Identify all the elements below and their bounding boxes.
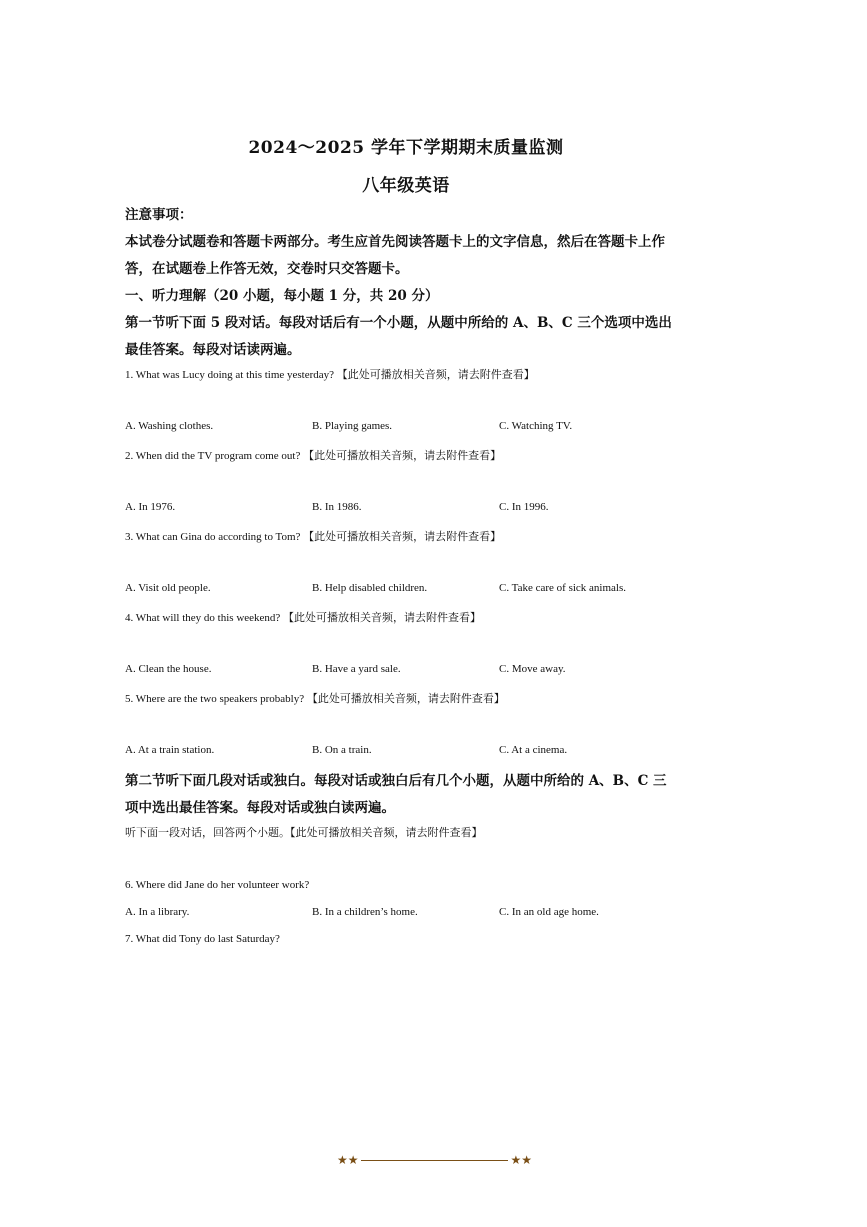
part2-instruction-2: 项中选出最佳答案。每段对话或独白读两遍。	[125, 800, 395, 816]
part1-instruction-1: 第一节听下面 5 段对话。每段对话后有一个小题，从题中所给的 A、B、C 三个选项中选出	[125, 315, 672, 331]
option-c: C. At a cinema.	[499, 744, 568, 756]
part2-instruction-1: 第二节听下面几段对话或独白。每段对话或独白后有几个小题，从题中所给的 A、B、C 三	[125, 773, 667, 789]
question-text: 2. When did the TV program come out? 【此处可播放相关音频，请去附件查看】	[125, 450, 502, 462]
option-a: A. Washing clothes.	[125, 420, 214, 432]
exam-subtitle: 八年级英语	[362, 176, 450, 196]
option-b: B. Help disabled children.	[312, 582, 428, 594]
footer-divider	[361, 1160, 508, 1161]
section1-heading: 一、听力理解（20 小题，每小题 1 分，共 20 分）	[125, 288, 439, 304]
question-text: 7. What did Tony do last Saturday?	[125, 933, 280, 945]
notice-line-2: 答，在试题卷上作答无效，交卷时只交答题卡。	[125, 261, 409, 277]
star-icon: ★★	[510, 1153, 532, 1167]
exam-title: 2024～2025 学年下学期期末质量监测	[248, 138, 564, 158]
footer-ornament	[337, 1151, 532, 1169]
notice-line-1: 本试卷分试题卷和答题卡两部分。考生应首先阅读答题卡上的文字信息，然后在答题卡上作	[125, 234, 665, 250]
question-text: 4. What will they do this weekend? 【此处可播放相关音频，请去附件查看】	[125, 612, 482, 624]
option-b: B. In a children’s home.	[312, 906, 418, 918]
star-icon: ★★	[337, 1153, 359, 1167]
part1-instruction-2: 最佳答案。每段对话读两遍。	[125, 342, 301, 358]
option-c: C. Take care of sick animals.	[499, 582, 627, 594]
notice-heading: 注意事项：	[125, 207, 193, 223]
question-text: 3. What can Gina do according to Tom? 【此处可播放相关音频，请去附件查看】	[125, 531, 502, 543]
option-c: C. Watching TV.	[499, 420, 573, 432]
option-c: C. In an old age home.	[499, 906, 599, 918]
question-text: 1. What was Lucy doing at this time yesterday? 【此处可播放相关音频，请去附件查看】	[125, 369, 535, 381]
option-a: A. Visit old people.	[125, 582, 211, 594]
option-b: B. In 1986.	[312, 501, 362, 513]
question-text: 6. Where did Jane do her volunteer work?	[125, 879, 310, 891]
option-c: C. In 1996.	[499, 501, 549, 513]
option-b: B. Have a yard sale.	[312, 663, 401, 675]
option-c: C. Move away.	[499, 663, 566, 675]
option-a: A. In 1976.	[125, 501, 176, 513]
option-a: A. Clean the house.	[125, 663, 212, 675]
question-text: 5. Where are the two speakers probably? 【此处可播放相关音频，请去附件查看】	[125, 693, 505, 705]
option-b: B. On a train.	[312, 744, 372, 756]
option-a: A. At a train station.	[125, 744, 215, 756]
part2-intro: 听下面一段对话，回答两个小题。【此处可播放相关音频，请去附件查看】	[125, 827, 483, 839]
option-b: B. Playing games.	[312, 420, 393, 432]
option-a: A. In a library.	[125, 906, 190, 918]
